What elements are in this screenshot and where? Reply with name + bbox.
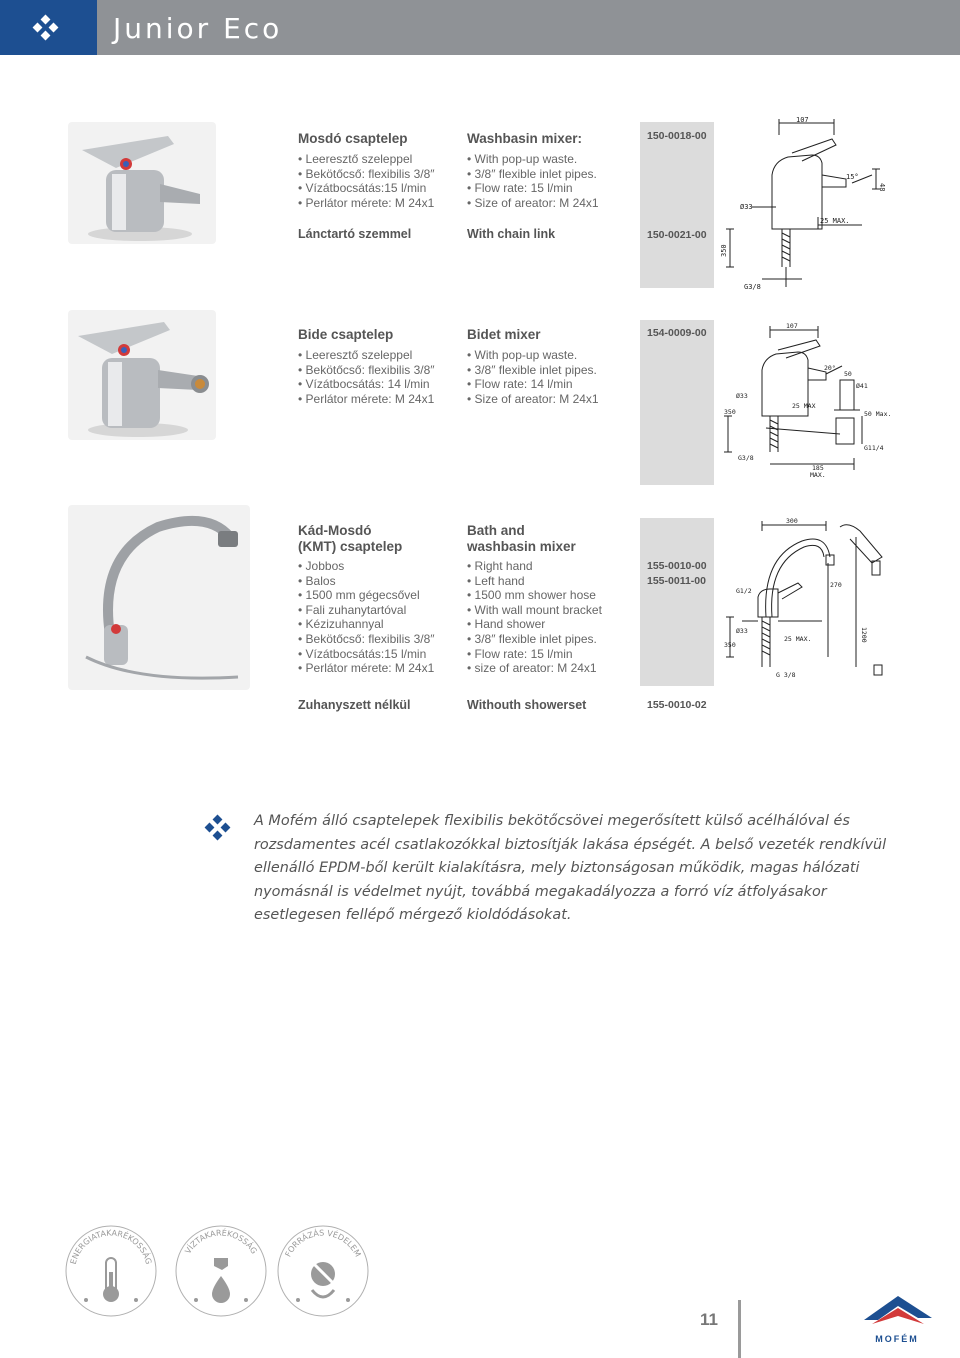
product-3-variant-en: Withouth showerset [467, 698, 587, 712]
product-3-technical-drawing [722, 517, 894, 687]
list-item: • Leeresztő szeleppel [298, 348, 435, 363]
product-2-code-bar [640, 320, 714, 485]
dim-text: 48 [878, 183, 886, 192]
bath-washbasin-mixer-photo [68, 505, 250, 690]
header-accent [0, 0, 97, 55]
dim-text: 50 [844, 370, 852, 378]
product-1-variant-hu: Lánctartó szemmel [298, 227, 412, 241]
dim-text: G3/8 [744, 283, 761, 291]
list-item: • Right hand [467, 559, 602, 574]
list-item: • Left hand [467, 574, 602, 589]
list-item: • Jobbos [298, 559, 435, 574]
list-item: • Flow rate: 15 l/min [467, 181, 599, 196]
dim-text: 25 MAX. [784, 635, 812, 643]
list-item: • Fali zuhanytartóval [298, 603, 435, 618]
list-item: • Vízátbocsátás:15 l/min [298, 647, 435, 662]
scald-protection-badge [274, 1222, 372, 1320]
dim-text: G3/8 [738, 454, 754, 462]
dim-text: 185 [812, 464, 824, 472]
list-item: • With pop-up waste. [467, 152, 599, 167]
product-1-hu-list [298, 152, 435, 210]
dim-text: 350 [720, 244, 728, 257]
washbasin-mixer-photo [68, 122, 216, 244]
dim-text: Ø33 [736, 392, 748, 400]
dim-text: 350 [724, 641, 736, 649]
product-3-code-right: 155-0010-00 [647, 560, 707, 572]
info-paragraph: A Mofém álló csaptelepek flexibilis bekötőcsövei megerősített külső acélhálóval és rozsdamentes acél csatlakozókkal biztosítják lakása épségét. A belső vezeték rendkívül ellenálló EPDM-ből került kialakításra, mely biztonságosan működik, magas hálózati nyomásnál is védelmet nyújt, továbbá megakadályozza a forró víz átfolyásakor esetlegesen fellépő mérgező kioldódásokat. [254, 813, 887, 923]
product-2-technical-drawing [722, 320, 894, 486]
list-item: • size of areator: M 24x1 [467, 661, 602, 676]
list-item: • Kézizuhannyal [298, 617, 435, 632]
page-number: 11 [700, 1310, 718, 1329]
list-item: • Bekötőcső: flexibilis 3/8″ [298, 632, 435, 647]
product-3-code-bar [640, 518, 714, 686]
dim-text: 1200 [860, 627, 868, 643]
svg-text:MOFÉM: MOFÉM [875, 1334, 919, 1344]
dim-text: 350 [724, 408, 736, 416]
product-1-en-list [467, 152, 599, 210]
product-1-code-variant: 150-0021-00 [647, 229, 707, 241]
product-3-en-title-line2: washbasin mixer [467, 539, 576, 554]
list-item: • Flow rate: 14 l/min [467, 377, 599, 392]
dim-text: G 3/8 [776, 671, 796, 679]
product-1-variant-en: With chain link [467, 227, 556, 241]
list-item: • 1500 mm shower hose [467, 588, 602, 603]
dim-text: 50 Max. [864, 410, 892, 418]
scald-protection-icon [308, 1258, 338, 1297]
list-item: • Perlátor mérete: M 24x1 [298, 661, 435, 676]
dim-text: 15° [846, 173, 859, 181]
dim-text: 25 MAX. [820, 217, 850, 225]
list-item: • Vízátbocsátás:15 l/min [298, 181, 435, 196]
list-item: • With wall mount bracket [467, 603, 602, 618]
list-item: • Hand shower [467, 617, 602, 632]
diamond-bullet-icon [205, 815, 231, 841]
product-1-code: 150-0018-00 [647, 130, 707, 142]
dim-text: G1/2 [736, 587, 752, 595]
list-item: • 3/8″ flexible inlet pipes. [467, 167, 599, 182]
product-1-hu-title: Mosdó csaptelep [298, 131, 408, 146]
list-item: • Perlátor mérete: M 24x1 [298, 196, 435, 211]
dim-text: 20° [824, 364, 836, 372]
product-3-hu-title-line2: (KMT) csaptelep [298, 539, 403, 554]
list-item: • Flow rate: 15 l/min [467, 647, 602, 662]
product-3-hu-title-line1: Kád-Mosdó [298, 523, 372, 538]
water-saving-badge [172, 1222, 270, 1320]
energy-saving-badge [62, 1222, 160, 1320]
product-1-technical-drawing [722, 117, 892, 293]
list-item: • Bekötőcső: flexibilis 3/8″ [298, 363, 435, 378]
diamond-bullet-icon [33, 15, 59, 41]
product-2-en-list [467, 348, 599, 406]
list-item: • 3/8″ flexible inlet pipes. [467, 632, 602, 647]
dim-text: Ø33 [740, 203, 753, 211]
badge-label: ENERGIATAKARÉKOSSÁG [68, 1228, 154, 1266]
list-item: • Balos [298, 574, 435, 589]
product-3-code-left: 155-0011-00 [647, 575, 706, 587]
thermometer-icon [103, 1258, 119, 1302]
water-drop-icon [212, 1258, 230, 1303]
dim-text: 107 [796, 116, 809, 124]
list-item: • 1500 mm gégecsővel [298, 588, 435, 603]
dim-text: Ø33 [736, 627, 748, 635]
list-item: • 3/8″ flexible inlet pipes. [467, 363, 599, 378]
page-divider [738, 1300, 741, 1358]
list-item: • Leeresztő szeleppel [298, 152, 435, 167]
dim-text: G11/4 [864, 444, 884, 452]
dim-text: 300 [786, 517, 798, 525]
product-3-hu-list [298, 559, 435, 676]
dim-text: 25 MAX [792, 402, 816, 410]
dim-text: Ø41 [856, 382, 868, 390]
badge-label: FORRÁZÁS VÉDELEM [283, 1228, 363, 1259]
product-3-variant-hu: Zuhanyszett nélkül [298, 698, 411, 712]
product-3-en-title-line1: Bath and [467, 523, 525, 538]
list-item: • Size of areator: M 24x1 [467, 196, 599, 211]
list-item: • Bekötőcső: flexibilis 3/8″ [298, 167, 435, 182]
badge-label: VÍZTAKARÉKOSSÁG [183, 1228, 259, 1256]
product-2-code: 154-0009-00 [647, 327, 707, 339]
list-item: • Vízátbocsátás: 14 l/min [298, 377, 435, 392]
page-title: Junior Eco [113, 12, 283, 45]
product-2-hu-title: Bide csaptelep [298, 327, 394, 342]
product-1-en-title: Washbasin mixer: [467, 131, 583, 146]
product-2-hu-list [298, 348, 435, 406]
list-item: • With pop-up waste. [467, 348, 599, 363]
mofem-logo [858, 1290, 936, 1346]
product-3-en-list [467, 559, 602, 676]
list-item: • Perlátor mérete: M 24x1 [298, 392, 435, 407]
dim-text: MAX. [810, 471, 826, 479]
product-1-code-bar [640, 122, 714, 288]
bidet-mixer-photo [68, 310, 216, 440]
list-item: • Size of areator: M 24x1 [467, 392, 599, 407]
product-3-code-variant: 155-0010-02 [647, 699, 707, 711]
product-2-en-title: Bidet mixer [467, 327, 541, 342]
dim-text: 270 [830, 581, 842, 589]
dim-text: 107 [786, 322, 798, 330]
